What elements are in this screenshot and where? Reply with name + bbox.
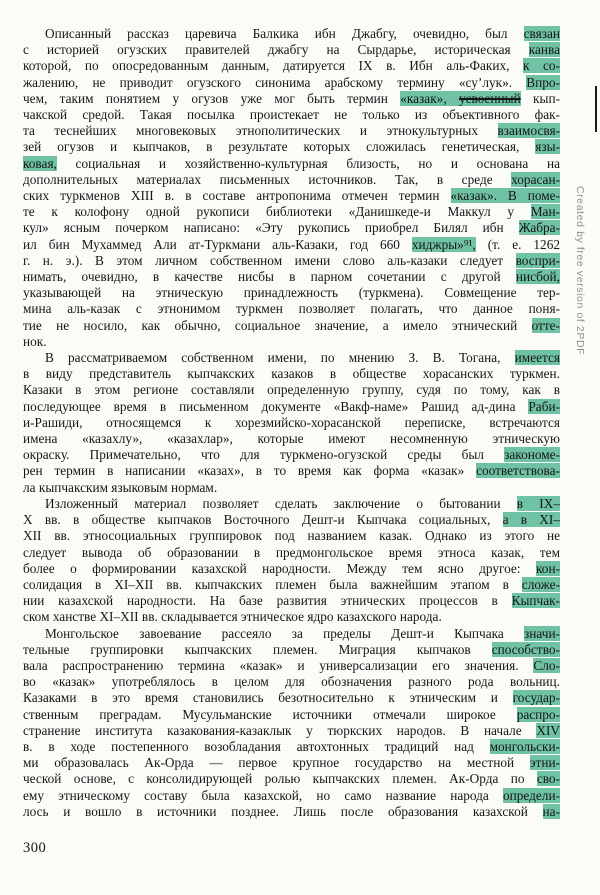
text-line: [23, 463, 560, 479]
text-segment: кул» ясным почерком написано: «Эту рукопись приобрел Билял ибн: [23, 220, 519, 236]
search-highlight: ковая,: [23, 155, 57, 171]
text-segment: ственным преградам. Мусульманские источники отмечали широкое: [23, 706, 517, 722]
text-segment: Казаки в этом регионе составляли определенную группу, судя по тому, как в: [23, 382, 560, 398]
text-segment: мина аль-казак с этнонимом туркмен позволяет полагать, что данное поня-: [23, 301, 560, 317]
text-line: [23, 91, 560, 107]
text-line: [23, 577, 560, 593]
text-segment: которой, по опосредованным данным, датируется IX в. Ибн аль-Факих,: [23, 58, 523, 74]
search-highlight: Кыпчак-: [511, 593, 560, 609]
text-segment: последующее время в письменном документе «Вакф-наме» Рашид ад-дина: [23, 398, 529, 414]
search-highlight: распро-: [516, 706, 560, 722]
search-highlight: хорасан-: [511, 171, 560, 187]
text-segment: рен термин в написании «казах», в то время как форма «казак»: [23, 463, 477, 479]
text-line: [23, 58, 560, 74]
text-segment: в виду представитель кыпчакских казаков в обществе хорасанских туркмен.: [23, 366, 560, 382]
search-highlight: этни-: [529, 755, 560, 771]
text-line: [23, 674, 560, 690]
search-highlight: в IX–: [516, 495, 560, 511]
text-line: [23, 447, 560, 463]
search-highlight: кон-: [536, 560, 560, 576]
text-segment: нии казахской народности. На базе развития этнических процессов в: [23, 593, 512, 609]
text-line: [23, 561, 560, 577]
text-line: [23, 690, 560, 706]
text-line: [23, 237, 560, 253]
text-segment: ском ханстве XI–XII вв. складывается этническое ядро казахского народа.: [23, 609, 442, 625]
pdf-watermark: Created by free version of 2PDF: [574, 186, 586, 356]
text-line: [23, 431, 560, 447]
text-segment: окраску. Примечательно, что для туркмено-огузской среды был: [23, 447, 505, 463]
search-highlight: сложе-: [521, 576, 560, 592]
text-segment: нок.: [23, 333, 47, 349]
text-line: [23, 804, 560, 820]
search-highlight: значи-: [524, 625, 560, 641]
text-segment: жалению, не приводит огузского синонима арабскому термину «су’лук».: [23, 74, 527, 90]
text-line: [23, 609, 560, 625]
text-line: [23, 739, 560, 755]
search-highlight: отте-: [531, 317, 560, 333]
text-line: [23, 415, 560, 431]
text-segment: X вв. в обществе кыпчаков Восточного Дешт-и Кыпчака социальных,: [23, 512, 503, 528]
search-highlight: канва: [528, 42, 560, 58]
text-segment: во «казак» употреблялось в целом для обозначения разного рода вольниц.: [23, 674, 560, 690]
text-line: [23, 253, 560, 269]
text-line: [23, 528, 560, 544]
search-highlight: воспри-: [515, 252, 560, 268]
text-segment: чакской средой. Такая посылка проистекает не только из объективного фак-: [23, 107, 560, 123]
text-line: [23, 382, 560, 398]
search-highlight: способство-: [491, 641, 560, 657]
text-line: [23, 350, 560, 366]
text-segment: Монгольское завоевание рассеяло за пределы Дешт-и Кыпчака: [45, 625, 525, 641]
search-highlight: нисбой,: [515, 269, 560, 285]
text-line: [23, 545, 560, 561]
text-line: [23, 334, 560, 350]
text-line: [23, 123, 560, 139]
text-segment: имена «казахлу», «казахлар», которые имеют несомненную этническую: [23, 431, 560, 447]
search-highlight: к со-: [523, 58, 561, 74]
text-segment: Описанный рассказ царевича Балкика ибн Джабгу, очевидно, был: [45, 26, 524, 41]
text-segment: указывающей на этническую принадлежность (туркмена). Совмещение тер-: [23, 285, 560, 301]
scan-artifact-line: [595, 86, 597, 132]
search-highlight: Раби-: [528, 398, 560, 414]
text-line: [23, 26, 560, 42]
text-line: [23, 658, 560, 674]
text-segment: те к колофону одной рукописи библиотеки «Данишкеде-и Маккул у: [23, 204, 531, 220]
text-segment: В рассматриваемом собственном имени, по мнению З. В. Тогана,: [45, 350, 515, 366]
text-segment: тельные группировки кыпчакских племен. Миграция кыпчаков: [23, 641, 492, 657]
text-line: [23, 593, 560, 609]
text-line: [23, 755, 560, 771]
search-highlight: XIV: [536, 722, 560, 738]
text-segment: тие не носило, как обычно, социальное значение, а имело этнический: [23, 317, 532, 333]
text-segment: и-Рашиди, относящемся к хорезмийско-хорасанской переписке, встречаются: [23, 414, 560, 430]
text-segment: более о формировании казахской народности. Между тем ясно другое:: [23, 560, 537, 576]
text-segment: ми образовалась Ак-Орда — первое крупное государство на местной: [23, 755, 530, 771]
text-line: [23, 269, 560, 285]
search-highlight: сво-: [536, 771, 560, 787]
text-line: [23, 204, 560, 220]
text-line: [23, 220, 560, 236]
text-line: [23, 723, 560, 739]
search-highlight: монгольски-: [489, 738, 560, 754]
text-line: [23, 626, 560, 642]
search-highlight: государ-: [512, 690, 560, 706]
text-line: [23, 172, 560, 188]
search-highlight: усвоенный: [458, 90, 521, 106]
text-line: [23, 480, 560, 496]
text-line: [23, 75, 560, 91]
text-line: [23, 107, 560, 123]
text-line: [23, 285, 560, 301]
text-segment: XII вв. этносоциальных группировок под названием казак. Однако из этого не: [23, 528, 560, 544]
search-highlight: закономе-: [504, 447, 560, 463]
text-segment: ческой основе, с консолидирующей ролью кыпчакских племен. Ак-Орда по: [23, 771, 537, 787]
text-segment: Казаками в это время становились безотносительно к этническим и: [23, 690, 513, 706]
text-line: [23, 399, 560, 415]
text-segment: г. н. э.). В этом личном собственном имени слово аль-казаки следует: [23, 252, 516, 268]
text-line: [23, 642, 560, 658]
text-segment: ских туркменов XIII в. в составе антропонима отмечен термин: [23, 188, 451, 204]
search-highlight: язы-: [535, 139, 560, 155]
search-highlight: Ман-: [530, 204, 560, 220]
text-segment: социальная и хозяйственно-культурная близость, но и основана на: [56, 155, 560, 171]
text-segment: солидация в XI–XII вв. кыпчакских племен была важнейшим этапом в: [23, 576, 522, 592]
text-line: [23, 707, 560, 723]
search-highlight: хиджры»⁹¹,: [411, 236, 476, 252]
text-line: [23, 496, 560, 512]
text-segment: зей огузов и кыпчаков, в результате которых сложилась генетическая,: [23, 139, 536, 155]
search-highlight: связан: [523, 26, 560, 41]
search-highlight: взаимосвя-: [497, 123, 560, 139]
text-line: [23, 512, 560, 528]
search-highlight: соответствова-: [476, 463, 560, 479]
search-highlight: а в XI–: [502, 512, 560, 528]
text-segment: вала распространению термина «казак» и универсализации его значения.: [23, 657, 534, 673]
text-segment: странение института казакования-казаклык у тюркских народов. В начале: [23, 722, 537, 738]
text-segment: Изложенный материал позволяет сделать заключение о бытовании: [45, 495, 517, 511]
text-line: [23, 366, 560, 382]
page-text-block: [23, 26, 560, 820]
text-line: [23, 771, 560, 787]
search-highlight: на-: [542, 803, 560, 819]
text-segment: лось и вошло в источники позднее. Лишь после образования казахской: [23, 803, 543, 819]
text-segment: (т. е. 1262: [475, 236, 560, 252]
text-segment: та теснейших многовековых этнополитических и этнокультурных: [23, 123, 498, 139]
text-line: [23, 301, 560, 317]
text-segment: в. в ходе постепенного возобладания автохтонных традиций над: [23, 738, 490, 754]
text-line: [23, 156, 560, 172]
text-segment: кып-: [520, 90, 560, 106]
search-highlight: Сло-: [533, 657, 560, 673]
search-highlight: «казак». В поме-: [450, 188, 560, 204]
text-segment: следует вывода об образовании в предмонгольское время этноса казак, тем: [23, 544, 560, 560]
text-line: [23, 139, 560, 155]
search-highlight: Впро-: [526, 74, 560, 90]
text-segment: чем, таким понятием у огузов уже мог быть термин: [23, 90, 401, 106]
text-segment: нимать, очевидно, в качестве нисбы в парном сочетании с другой: [23, 269, 516, 285]
text-line: [23, 42, 560, 58]
text-line: [23, 788, 560, 804]
text-segment: ему этническому составу была казахской, но само название народа: [23, 787, 503, 803]
text-line: [23, 188, 560, 204]
page-number: 300: [23, 840, 47, 856]
text-segment: ла кыпчакским языковым нормам.: [23, 479, 218, 495]
text-segment: ил бин Мухаммед Али ат-Туркмани аль-Казаки, год 660: [23, 236, 412, 252]
text-line: [23, 318, 560, 334]
search-highlight: определи-: [503, 787, 560, 803]
search-highlight: Жабра-: [518, 220, 560, 236]
text-segment: с историей огузских правителей джабгу на Сырдарье, историческая: [23, 42, 529, 58]
search-highlight: «казак»,: [400, 90, 459, 106]
text-segment: дополнительных материалах письменных источников. Так, в среде: [23, 171, 512, 187]
search-highlight: имеется: [514, 350, 560, 366]
